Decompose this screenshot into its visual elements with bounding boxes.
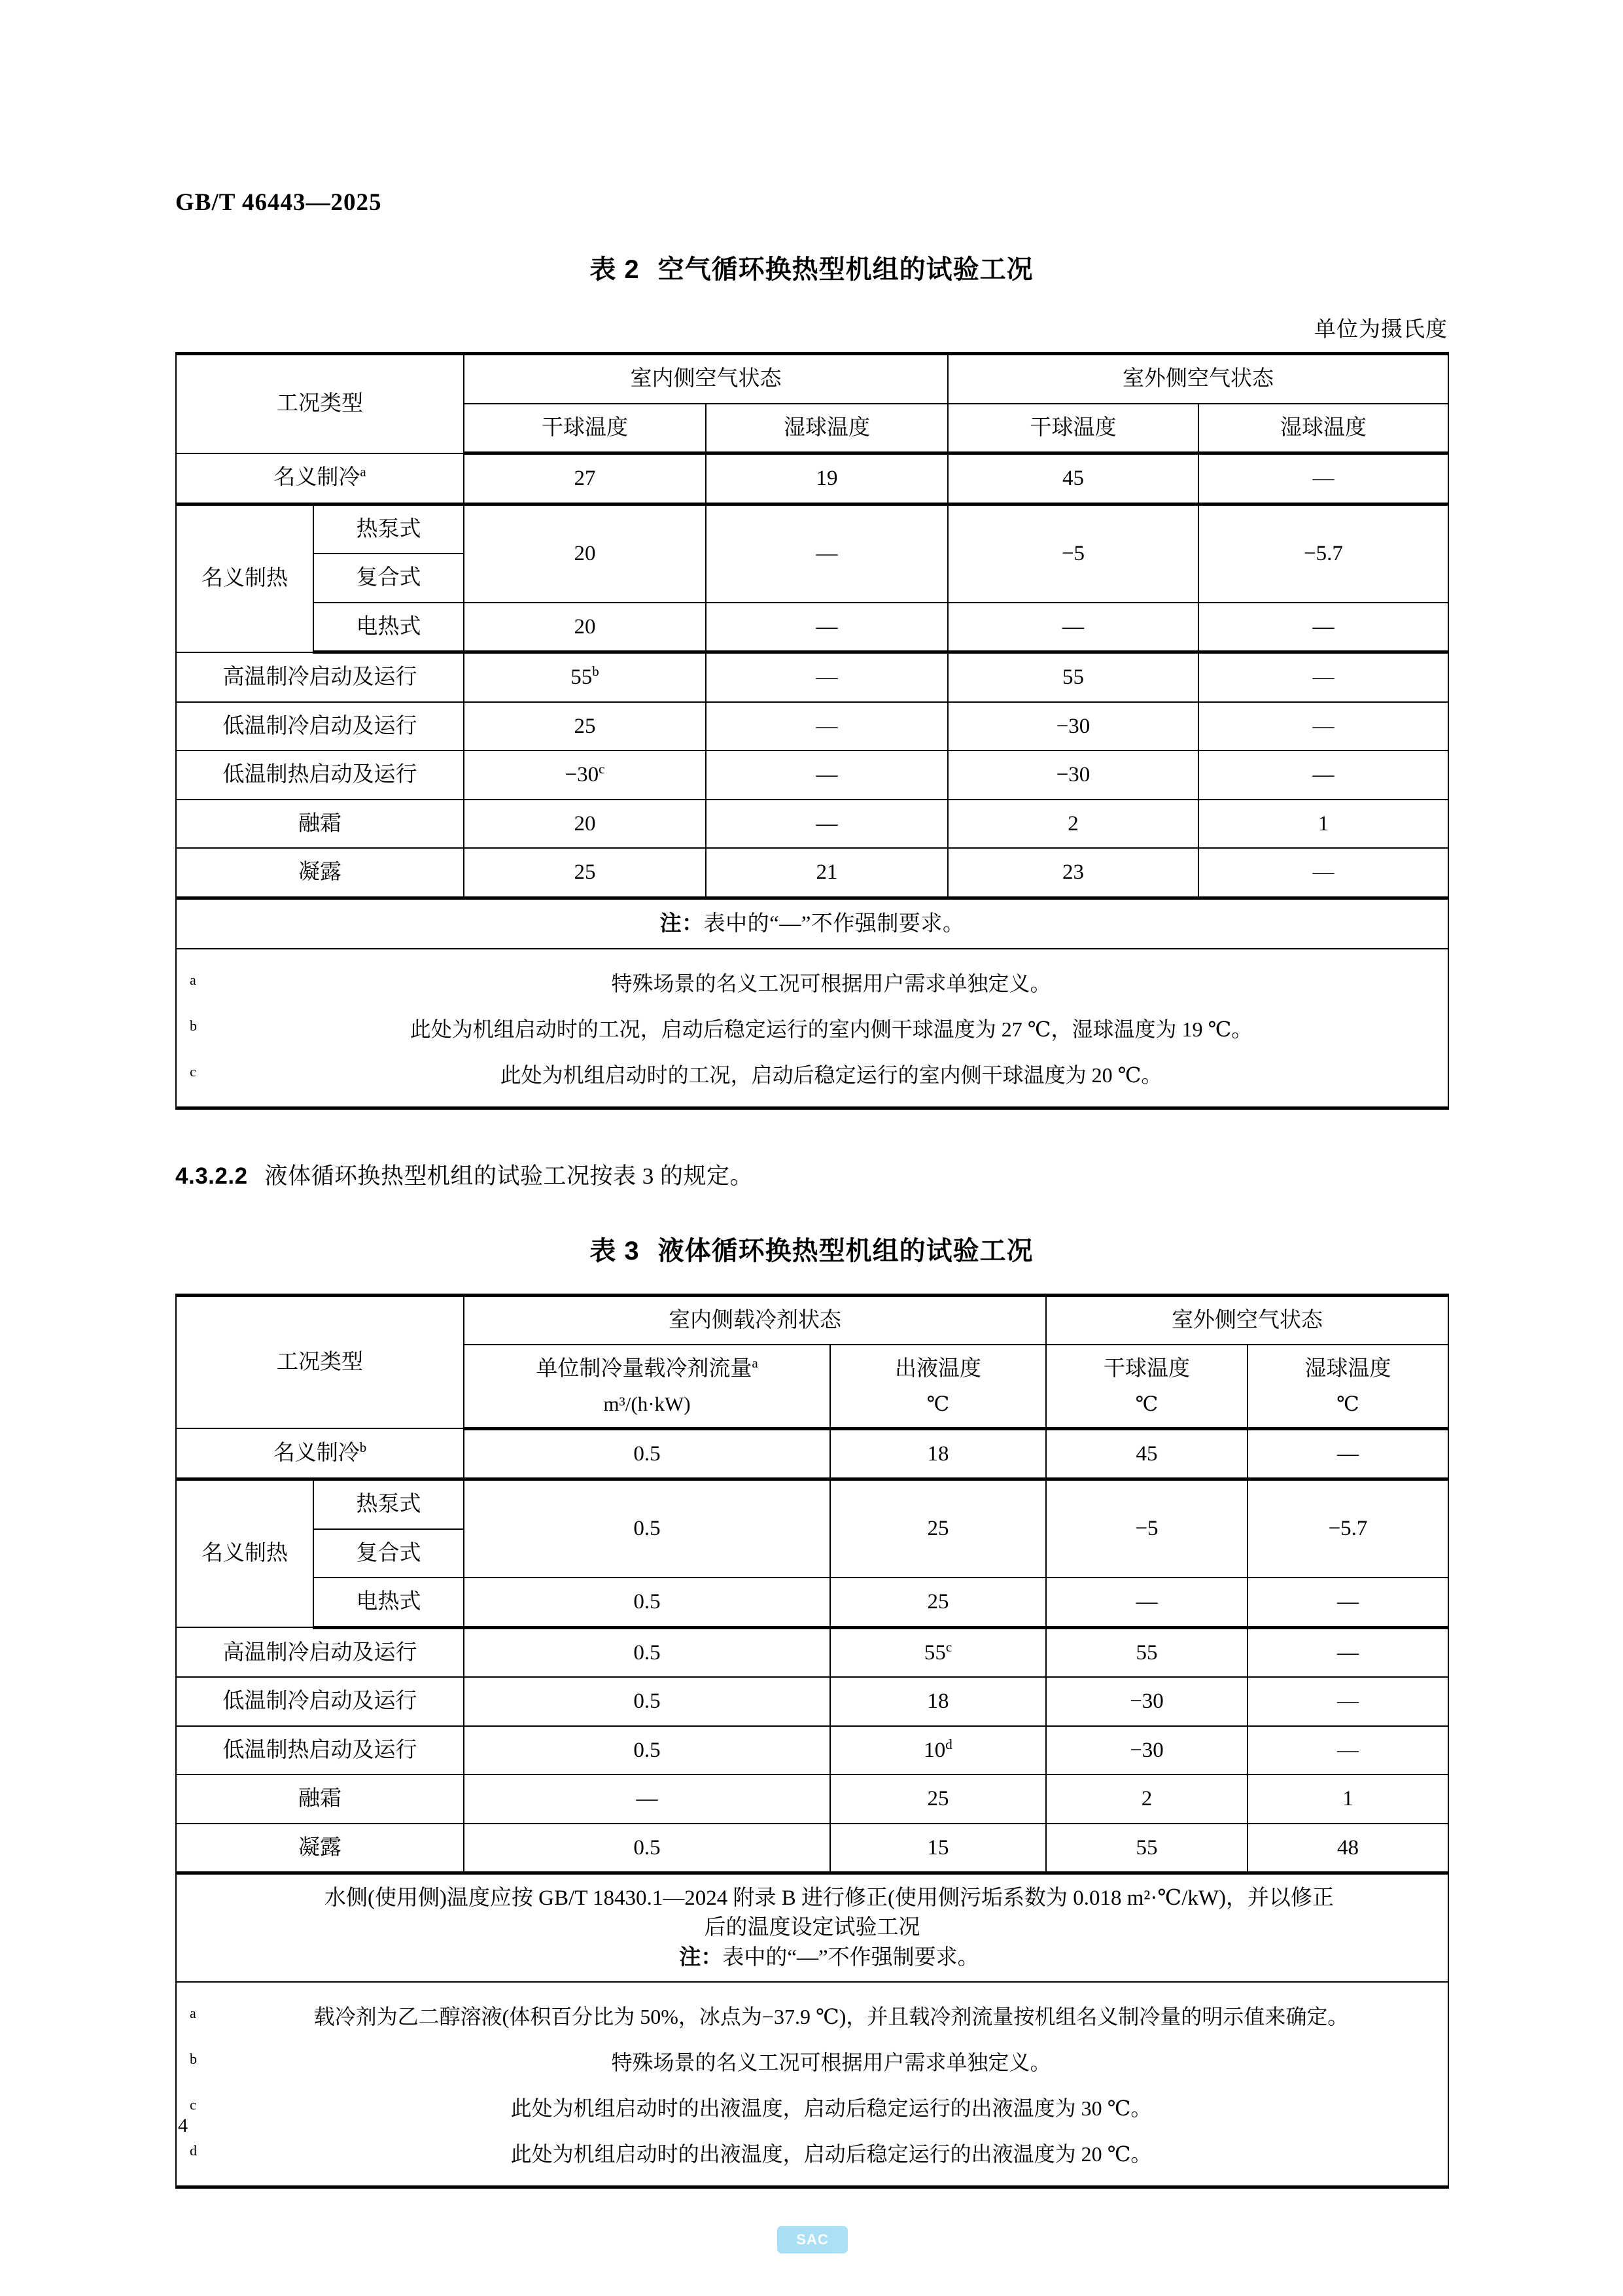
table2-cell: 45 (948, 453, 1198, 504)
table3-cell: −5.7 (1248, 1479, 1448, 1578)
table3-footnotes (176, 1982, 1448, 2187)
table3-cell: −5 (1046, 1479, 1248, 1578)
table3-header-row-group (176, 1295, 1448, 1345)
table3-cell: 18 (830, 1428, 1046, 1479)
table3-label-hybrid: 复合式 (313, 1529, 464, 1578)
table3-water-note-line1: 水侧(使用侧)温度应按 GB/T 18430.1—2024 附录 B 进行修正(使用侧污垢系数为 0.018 m²·℃/kW)，并以修正 (324, 1886, 1335, 1911)
table3-cell: 25 (830, 1775, 1046, 1824)
table2-row-low-temp-heating (176, 751, 1448, 800)
table3-cell: — (1248, 1428, 1448, 1479)
footnote-marker: c (190, 2096, 196, 2113)
table3-note-label: 注： (679, 1944, 723, 1969)
clause-text: 液体循环换热型机组的试验工况按表 3 的规定。 (264, 1163, 754, 1189)
table3-sup-low-temp-heating: d (945, 1736, 952, 1752)
table2-cell: 20 (464, 800, 706, 849)
table3-header-outdoor-dry-unit: ℃ (1135, 1392, 1159, 1415)
table2-cell: — (1198, 603, 1448, 652)
table2-note (176, 898, 1448, 949)
table3-cell: 15 (830, 1824, 1046, 1873)
table3-cell: −30 (1046, 1726, 1248, 1775)
table3-row-low-temp-heating (176, 1726, 1448, 1775)
table2-header-indoor-group: 室内侧空气状态 (464, 354, 948, 404)
table3-header-outdoor-group: 室外侧空气状态 (1046, 1295, 1448, 1345)
table2-cell: 27 (464, 453, 706, 504)
table2-label-high-temp-cooling: 高温制冷启动及运行 (176, 652, 464, 702)
table2-label-defrost: 融霜 (176, 800, 464, 849)
footnote-item (181, 2001, 1444, 2032)
table3-header-outlet-temp-unit: ℃ (926, 1392, 950, 1415)
footnote-marker: c (190, 1063, 196, 1080)
table3-header-type: 工况类型 (176, 1295, 464, 1428)
table3-cell: 25 (830, 1479, 1046, 1578)
table3-label-low-temp-heating: 低温制热启动及运行 (176, 1726, 464, 1775)
footnote-item (181, 2138, 1444, 2170)
table3-cell: 18 (830, 1677, 1046, 1726)
table2-label-electric-heat: 电热式 (313, 603, 464, 652)
table2-sup-nominal-cooling: a (360, 464, 366, 480)
table2-cell: — (1198, 848, 1448, 898)
table3-label-low-temp-cooling: 低温制冷启动及运行 (176, 1677, 464, 1726)
table3 (175, 1294, 1449, 2189)
table2-cell: 21 (706, 848, 948, 898)
table3-label-nominal-heating: 名义制热 (176, 1479, 313, 1628)
footnote-text: 特殊场景的名义工况可根据用户需求单独定义。 (611, 2051, 1051, 2075)
table3-row-nominal-cooling (176, 1428, 1448, 1479)
table2-footnotes (176, 949, 1448, 1108)
table3-row-condensation (176, 1824, 1448, 1873)
table2-cell: — (706, 800, 948, 849)
table3-cell: 1 (1248, 1775, 1448, 1824)
table3-cell-value: 10 (924, 1738, 946, 1762)
table3-header-outdoor-wet-unit: ℃ (1336, 1392, 1359, 1415)
table2-label-nominal-cooling-text: 名义制冷 (273, 466, 360, 490)
table3-header-outdoor-wet-label: 湿球温度 (1304, 1357, 1391, 1381)
table3-row-electric-heat (176, 1578, 1448, 1627)
table2-cell: — (706, 652, 948, 702)
table2-cell: 2 (948, 800, 1198, 849)
table3-label-high-temp-cooling: 高温制冷启动及运行 (176, 1627, 464, 1677)
table2-header-outdoor-wet: 湿球温度 (1198, 404, 1448, 453)
table2-cell: — (706, 702, 948, 751)
sac-watermark-logo (777, 2226, 848, 2253)
table3-header-flow-label: 单位制冷量载冷剂流量 (536, 1357, 752, 1381)
table2-header-outdoor-dry: 干球温度 (948, 404, 1198, 453)
table2-cell: 19 (706, 453, 948, 504)
footnote-item (181, 1059, 1444, 1091)
table3-cell: −30 (1046, 1677, 1248, 1726)
table3-caption-title: 液体循环换热型机组的试验工况 (657, 1236, 1034, 1265)
table2-header-outdoor-group: 室外侧空气状态 (948, 354, 1448, 404)
table2-label-heat-pump: 热泵式 (313, 504, 464, 554)
table2-label-nominal-heating: 名义制热 (176, 504, 313, 652)
table2-cell: 1 (1198, 800, 1448, 849)
table2-note-label: 注： (659, 911, 704, 936)
table2-row-high-temp-cooling (176, 652, 1448, 702)
footnote-text: 此处为机组启动时的工况，启动后稳定运行的室内侧干球温度为 20 ℃。 (500, 1063, 1162, 1087)
table2-row-low-temp-cooling (176, 702, 1448, 751)
footnote-text: 特殊场景的名义工况可根据用户需求单独定义。 (611, 971, 1051, 995)
table3-label-electric-heat: 电热式 (313, 1578, 464, 1627)
table3-cell: — (1248, 1627, 1448, 1677)
footnote-marker: a (190, 2005, 196, 2022)
table2-cell: — (1198, 453, 1448, 504)
table3-cell: 0.5 (464, 1428, 830, 1479)
table2-cell: 20 (464, 504, 706, 603)
table2-label-low-temp-heating: 低温制热启动及运行 (176, 751, 464, 800)
table2-caption (175, 249, 1448, 286)
table2-cell: — (1198, 702, 1448, 751)
table3-row-high-temp-cooling (176, 1627, 1448, 1677)
table2-sup-low-temp-heating: c (599, 761, 605, 777)
table2-row-heat-pump (176, 504, 1448, 554)
table2-cell: — (1198, 652, 1448, 702)
table2-unit-note: 单位为摄氏度 (1314, 318, 1448, 342)
table2-note-text: 表中的“—”不作强制要求。 (703, 912, 965, 936)
table2-cell-value: −30 (565, 763, 599, 787)
table3-cell: 45 (1046, 1428, 1248, 1479)
table2-label-nominal-cooling (176, 453, 464, 504)
table2-cell: 23 (948, 848, 1198, 898)
table2-row-condensation (176, 848, 1448, 898)
table3-header-flow-text (468, 1354, 826, 1384)
table3-cell: — (464, 1775, 830, 1824)
table3-cell: 55 (1046, 1627, 1248, 1677)
footnote-text: 此处为机组启动时的工况，启动后稳定运行的室内侧干球温度为 27 ℃，湿球温度为 19 ℃。 (410, 1017, 1253, 1041)
table3-header-indoor-group: 室内侧载冷剂状态 (464, 1295, 1046, 1345)
table3-note-text: 表中的“—”不作强制要求。 (722, 1945, 979, 1969)
table3-cell (830, 1627, 1046, 1677)
footnote-marker: d (190, 2142, 197, 2159)
page-number: 4 (178, 2115, 188, 2136)
table3-label-nominal-cooling-text: 名义制冷 (273, 1441, 360, 1465)
table2-cell: −5 (948, 504, 1198, 603)
footnote-text: 此处为机组启动时的出液温度，启动后稳定运行的出液温度为 30 ℃。 (510, 2096, 1152, 2121)
table2-cell: −30 (948, 702, 1198, 751)
table2-cell: 20 (464, 603, 706, 652)
table3-header-outlet-temp-label: 出液温度 (895, 1357, 981, 1381)
table3-cell: 2 (1046, 1775, 1248, 1824)
table3-label-defrost: 融霜 (176, 1775, 464, 1824)
table3-label-nominal-cooling (176, 1428, 464, 1479)
table2-label-condensation: 凝露 (176, 848, 464, 898)
table3-cell: 0.5 (464, 1627, 830, 1677)
page-content (175, 249, 1448, 2189)
table3-cell: — (1046, 1578, 1248, 1627)
table3-cell: 25 (830, 1578, 1046, 1627)
table2-cell: 25 (464, 702, 706, 751)
table3-water-note (176, 1873, 1448, 1982)
table3-row-low-temp-cooling (176, 1677, 1448, 1726)
table3-cell: 0.5 (464, 1824, 830, 1873)
table3-row-defrost (176, 1775, 1448, 1824)
table3-cell: 48 (1248, 1824, 1448, 1873)
footnote-marker: b (190, 2051, 197, 2068)
table2-caption-label: 表 2 (589, 255, 640, 284)
table3-cell: 0.5 (464, 1578, 830, 1627)
table3-header-outdoor-dry (1046, 1345, 1248, 1428)
table3-cell (830, 1726, 1046, 1775)
table2-row-nominal-cooling (176, 453, 1448, 504)
table2-header-type: 工况类型 (176, 354, 464, 453)
table3-cell: 0.5 (464, 1726, 830, 1775)
table3-sup-nominal-cooling: b (359, 1439, 367, 1455)
table2-header-indoor-dry: 干球温度 (464, 404, 706, 453)
table2-footnotes-row (176, 949, 1448, 1108)
running-head-standard-number: GB/T 46443—2025 (175, 189, 382, 216)
table2-cell (464, 751, 706, 800)
footnote-marker: a (190, 971, 196, 988)
footnote-text: 载冷剂为乙二醇溶液(体积百分比为 50%，冰点为−37.9 ℃)，并且载冷剂流量按机组名义制冷量的明示值来确定。 (313, 2005, 1349, 2029)
table2 (175, 352, 1449, 1110)
table2-cell: −5.7 (1198, 504, 1448, 603)
table2-cell: −30 (948, 751, 1198, 800)
footnote-item (181, 1014, 1444, 1045)
table3-label-condensation: 凝露 (176, 1824, 464, 1873)
table2-cell: 25 (464, 848, 706, 898)
table3-caption-label: 表 3 (589, 1236, 640, 1265)
table3-header-outdoor-wet (1248, 1345, 1448, 1428)
table2-header-indoor-wet: 湿球温度 (706, 404, 948, 453)
table3-sup-high-temp-cooling: c (945, 1638, 952, 1655)
table3-header-flow (464, 1345, 830, 1428)
footnote-item (181, 2047, 1444, 2078)
table2-cell-value: 55 (570, 665, 593, 690)
footnote-marker: b (190, 1017, 197, 1034)
table2-label-low-temp-cooling: 低温制冷启动及运行 (176, 702, 464, 751)
table3-row-heat-pump (176, 1479, 1448, 1529)
table3-header-flow-sup: a (752, 1355, 758, 1371)
table2-note-row (176, 898, 1448, 949)
table2-cell: — (706, 603, 948, 652)
table2-cell: — (706, 504, 948, 603)
table2-cell (464, 652, 706, 702)
table2-cell: — (706, 751, 948, 800)
clause-number: 4.3.2.2 (175, 1163, 248, 1189)
table3-label-heat-pump: 热泵式 (313, 1479, 464, 1529)
table2-sup-high-temp-cooling: b (592, 663, 599, 680)
table3-cell-value: 55 (924, 1640, 946, 1665)
table2-cell: 55 (948, 652, 1198, 702)
table3-note (181, 1943, 1444, 1973)
table2-cell: — (1198, 751, 1448, 800)
table3-header-outlet-temp (830, 1345, 1046, 1428)
footnote-item (181, 2093, 1444, 2124)
table2-caption-title: 空气循环换热型机组的试验工况 (657, 255, 1034, 284)
table2-cell: — (948, 603, 1198, 652)
table3-water-note-line2: 后的温度设定试验工况 (704, 1915, 920, 1939)
table2-row-defrost (176, 800, 1448, 849)
table2-row-electric-heat (176, 603, 1448, 652)
table3-cell: 0.5 (464, 1677, 830, 1726)
table2-header-row-group (176, 354, 1448, 404)
table3-cell: — (1248, 1578, 1448, 1627)
watermark-text: SAC (796, 2231, 829, 2248)
table3-footnotes-row (176, 1982, 1448, 2187)
footnote-item (181, 968, 1444, 999)
clause-4-3-2-2 (175, 1158, 1448, 1191)
table3-water-note-row (176, 1873, 1448, 1982)
table2-label-hybrid: 复合式 (313, 554, 464, 603)
table3-cell: 0.5 (464, 1479, 830, 1578)
table3-cell: — (1248, 1726, 1448, 1775)
footnote-text: 此处为机组启动时的出液温度，启动后稳定运行的出液温度为 20 ℃。 (510, 2142, 1152, 2166)
table3-header-flow-unit: m³/(h·kW) (603, 1392, 691, 1415)
table3-cell: — (1248, 1677, 1448, 1726)
table3-header-outdoor-dry-label: 干球温度 (1104, 1357, 1190, 1381)
table3-caption (175, 1230, 1448, 1267)
table3-cell: 55 (1046, 1824, 1248, 1873)
